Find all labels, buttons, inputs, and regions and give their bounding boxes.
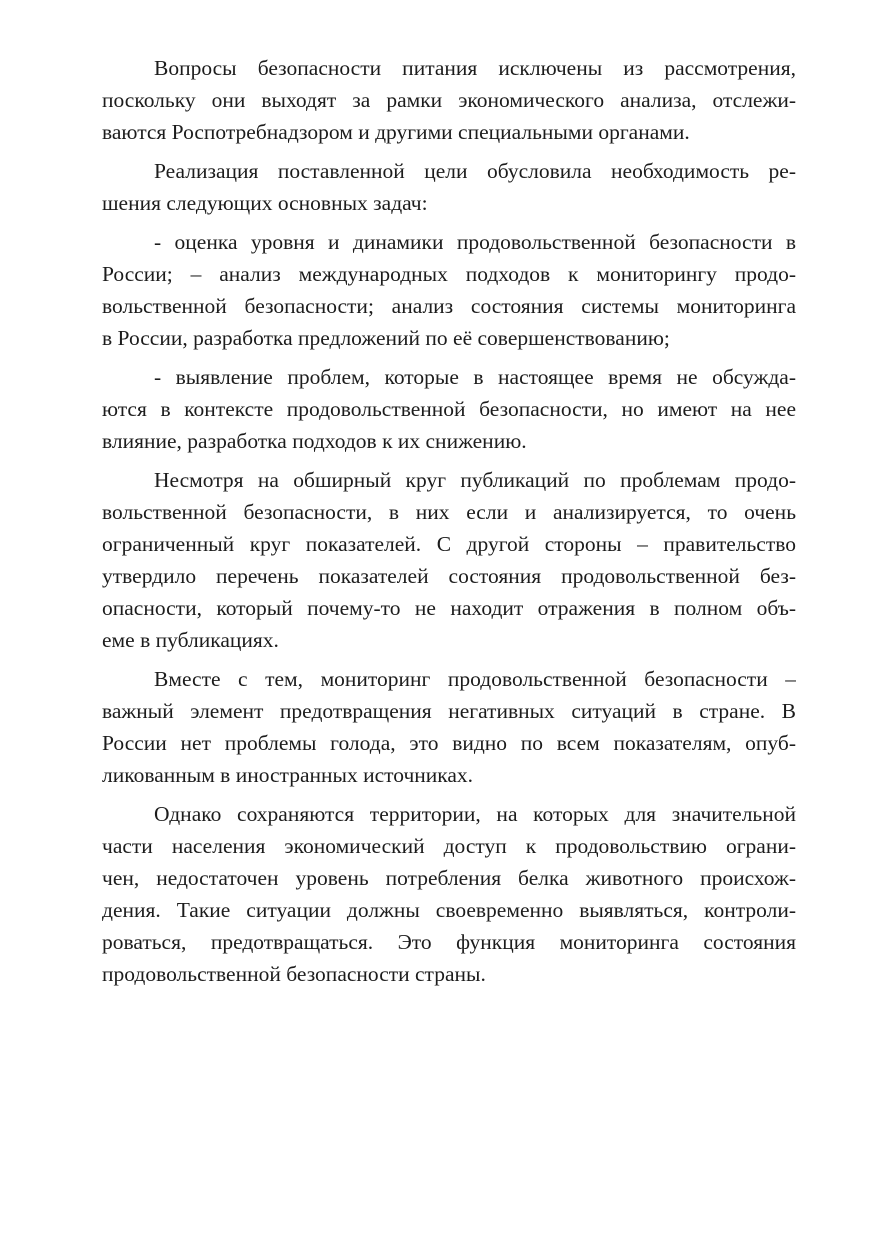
paragraph-5 bbox=[102, 464, 796, 656]
text-line: Вопросы безопасности питания исключены из рассмотрения, bbox=[154, 56, 796, 80]
text-line: - выявление проблем, которые в настоящее время не обсужда- bbox=[154, 365, 796, 389]
paragraph-4-task-list-item bbox=[102, 361, 796, 457]
text-line: вольственной безопасности, в них если и анализируется, то очень bbox=[102, 500, 796, 524]
text-line: продовольственной безопасности страны. bbox=[102, 962, 486, 986]
text-line: России; – анализ международных подходов к мониторингу продо- bbox=[102, 262, 796, 286]
text-line: опасности, который почему-то не находит отражения в полном объ- bbox=[102, 596, 796, 620]
text-line: роваться, предотвращаться. Это функция мониторинга состояния bbox=[102, 930, 796, 954]
text-line: ликованным в иностранных источниках. bbox=[102, 763, 474, 787]
text-line: Вместе с тем, мониторинг продовольственной безопасности – bbox=[154, 667, 796, 691]
text-line: ограниченный круг показателей. С другой стороны – правительство bbox=[102, 532, 796, 556]
text-line: влияние, разработка подходов к их снижению. bbox=[102, 429, 527, 453]
text-line: шения следующих основных задач: bbox=[102, 191, 428, 215]
paragraph-7 bbox=[102, 798, 796, 990]
text-line: в России, разработка предложений по её совершенствованию; bbox=[102, 326, 670, 350]
text-line: чен, недостаточен уровень потребления белка животного происхож- bbox=[102, 866, 796, 890]
text-line: еме в публикациях. bbox=[102, 628, 279, 652]
text-line: Реализация поставленной цели обусловила необходимость ре- bbox=[154, 159, 796, 183]
text-line: ются в контексте продовольственной безопасности, но имеют на нее bbox=[102, 397, 796, 421]
text-line: Несмотря на обширный круг публикаций по проблемам продо- bbox=[154, 468, 796, 492]
text-line: ваются Роспотребнадзором и другими специальными органами. bbox=[102, 120, 690, 144]
text-line: вольственной безопасности; анализ состояния системы мониторинга bbox=[102, 294, 796, 318]
document-page bbox=[102, 52, 796, 997]
text-line: дения. Такие ситуации должны своевременно выявляться, контроли- bbox=[102, 898, 796, 922]
text-line: поскольку они выходят за рамки экономического анализа, отслежи- bbox=[102, 88, 796, 112]
text-line: России нет проблемы голода, это видно по всем показателям, опуб- bbox=[102, 731, 796, 755]
paragraph-6 bbox=[102, 663, 796, 791]
text-line: важный элемент предотвращения негативных ситуаций в стране. В bbox=[102, 699, 796, 723]
text-line: Однако сохраняются территории, на которых для значительной bbox=[154, 802, 796, 826]
paragraph-1 bbox=[102, 52, 796, 148]
text-line: утвердило перечень показателей состояния продовольственной без- bbox=[102, 564, 796, 588]
text-line: - оценка уровня и динамики продовольственной безопасности в bbox=[154, 230, 796, 254]
text-line: части населения экономический доступ к продовольствию ограни- bbox=[102, 834, 796, 858]
paragraph-2 bbox=[102, 155, 796, 219]
paragraph-3-task-list-item bbox=[102, 226, 796, 354]
